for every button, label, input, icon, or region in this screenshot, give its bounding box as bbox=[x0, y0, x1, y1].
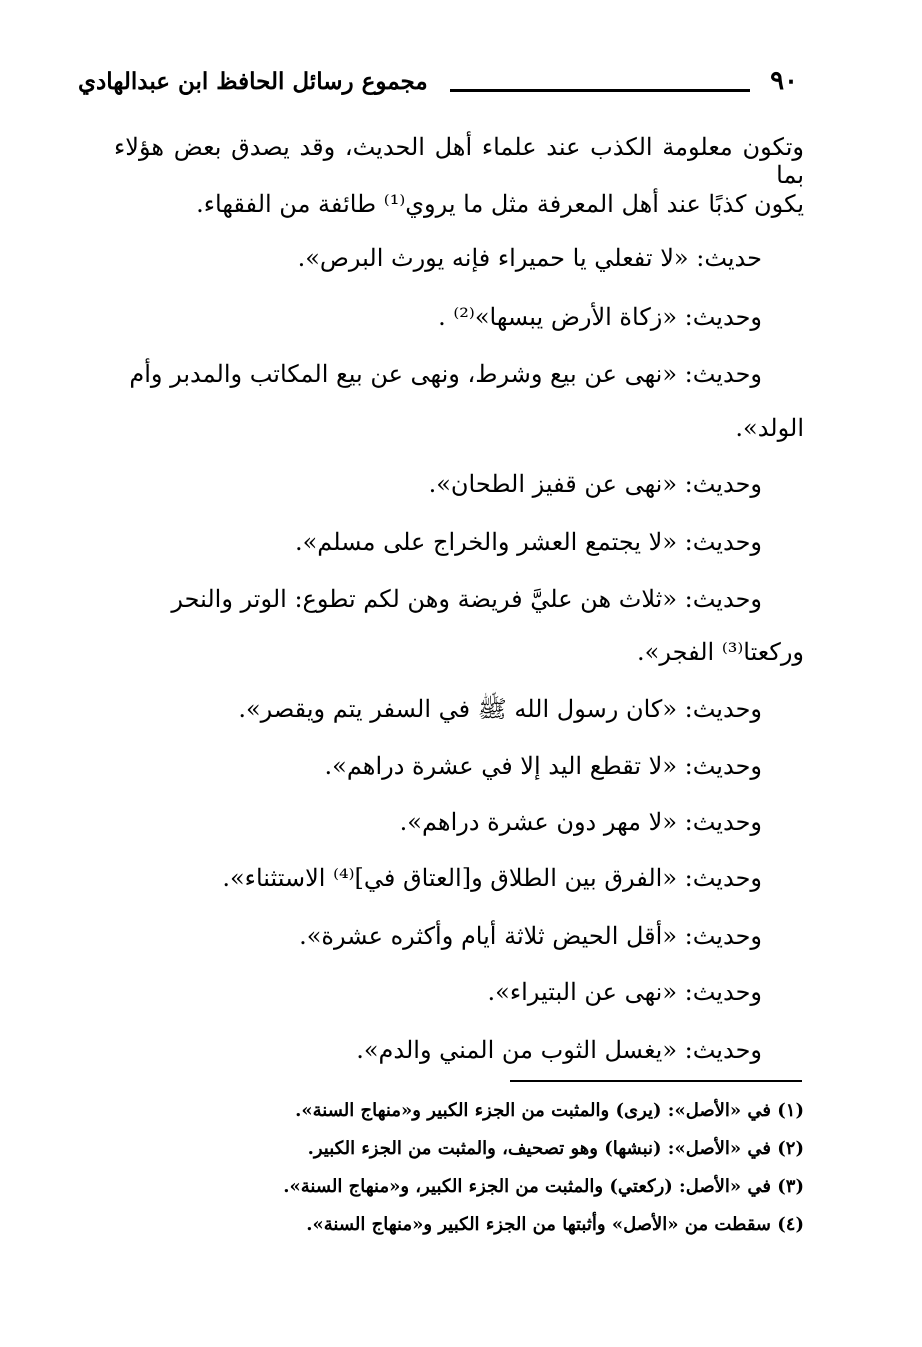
footnote: (٣) في «الأصل: (ركعتي) والمثبت من الجزء الكبير، و«منهاج السنة». bbox=[283, 1176, 804, 1197]
hadith-line: وحديث: «أقل الحيض ثلاثة أيام وأكثره عشرة». bbox=[299, 922, 762, 950]
footnote: (٢) في «الأصل»: (نبشها) وهو تصحيف، والمثبت من الجزء الكبير. bbox=[307, 1138, 804, 1159]
hadith-line: وحديث: «نهى عن البتيراء». bbox=[487, 978, 762, 1006]
header-rule bbox=[450, 89, 750, 92]
page-number: ٩٠ bbox=[770, 66, 798, 96]
hadith-line: حديث: «لا تفعلي يا حميراء فإنه يورث البرص». bbox=[297, 244, 762, 272]
page-header bbox=[78, 66, 798, 106]
hadith-continuation: وركعتا⁽³⁾ الفجر». bbox=[637, 638, 804, 666]
hadith-line: وحديث: «يغسل الثوب من المني والدم». bbox=[356, 1036, 762, 1064]
footnote: (٤) سقطت من «الأصل» وأثبتها من الجزء الكبير و«منهاج السنة». bbox=[306, 1214, 804, 1235]
hadith-line: وحديث: «لا تقطع اليد إلا في عشرة دراهم». bbox=[324, 752, 762, 780]
footnote-separator bbox=[510, 1080, 802, 1082]
footnote: (١) في «الأصل»: (يرى) والمثبت من الجزء الكبير و«منهاج السنة». bbox=[295, 1100, 804, 1121]
hadith-line: وحديث: «لا مهر دون عشرة دراهم». bbox=[399, 808, 762, 836]
running-title: مجموع رسائل الحافظ ابن عبدالهادي bbox=[78, 68, 428, 95]
hadith-line: وحديث: «لا يجتمع العشر والخراج على مسلم». bbox=[294, 528, 762, 556]
hadith-line: وحديث: «نهى عن بيع وشرط، ونهى عن بيع المكاتب والمدبر وأم bbox=[129, 360, 762, 388]
hadith-line: وحديث: «كان رسول الله ﷺ في السفر يتم ويقصر». bbox=[238, 695, 762, 723]
hadith-line: وحديث: «ثلاث هن عليَّ فريضة وهن لكم تطوع: الوتر والنحر bbox=[171, 585, 762, 613]
intro-line-2: يكون كذبًا عند أهل المعرفة مثل ما يروي⁽¹⁾ طائفة من الفقهاء. bbox=[196, 190, 804, 218]
hadith-line: وحديث: «الفرق بين الطلاق و[العتاق في]⁽⁴⁾ الاستثناء». bbox=[222, 864, 762, 892]
hadith-continuation: الولد». bbox=[735, 414, 804, 442]
hadith-line: وحديث: «نهى عن قفيز الطحان». bbox=[428, 470, 762, 498]
intro-line-1: وتكون معلومة الكذب عند علماء أهل الحديث، وقد يصدق بعض هؤلاء بما bbox=[114, 133, 804, 189]
hadith-line: وحديث: «زكاة الأرض يبسها»⁽²⁾ . bbox=[438, 303, 762, 331]
